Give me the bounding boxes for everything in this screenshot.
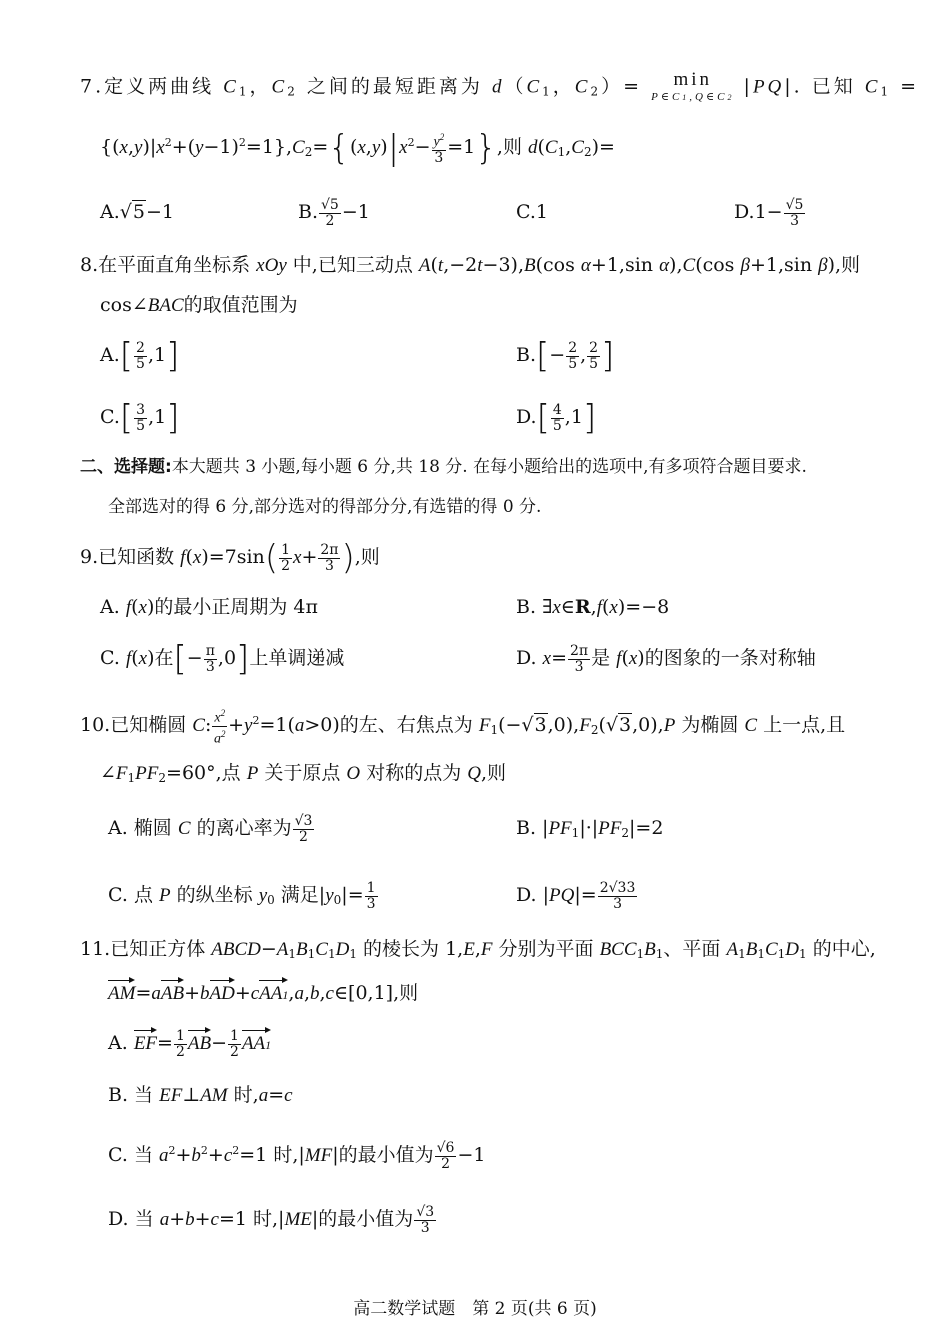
q8-stem-line1: 8.在平面直角坐标系 xOy 中,已知三动点 A(t,−2t−3),B(cos α+1,sin α),C(cos β+1,sin β),则 bbox=[80, 254, 861, 276]
q7-stem-line2: $\{(x,y)|x^2+(y-1)^2=1\},C_2=\{(x,y)|x^2-$ $\frac{y^2}{3}$ =1},则 $d(C_1,C_2)=$ bbox=[100, 128, 615, 168]
q9-option-a: A. f(x)的最小正周期为 4π bbox=[100, 596, 318, 618]
q10-stem-line2: $\angle F_1PF_2=60^\circ$,点 P 关于原点 O 对称的点为 Q,则 bbox=[100, 762, 507, 785]
section2-instructions-1: 本大题共 3 小题,每小题 6 分,共 18 分. 在每小题给出的选项中,有多项符合题目要求. bbox=[171, 457, 807, 477]
q11-stem-line2: AM=aAB+bAD+cAA1,a,b,c∈[0,1],则 bbox=[108, 978, 418, 1010]
q7-option-a: A.√5−1 bbox=[100, 201, 174, 223]
q8-option-c: C.[ $\frac{3}{5}$ ,1] bbox=[100, 398, 180, 438]
section2-instructions-2: 全部选对的得 6 分,部分选对的得部分分,有选错的得 0 分. bbox=[108, 497, 542, 517]
q7-option-b: B. $\frac{√5}{2}$ −1 bbox=[298, 196, 370, 229]
section2-title: 二、选择题: bbox=[80, 457, 172, 477]
q8-stem-line2: cos∠BAC的取值范围为 bbox=[100, 294, 298, 316]
q7-option-c: C.1 bbox=[516, 201, 548, 223]
q8-option-a: A.[ $\frac{2}{5}$ ,1] bbox=[100, 336, 180, 376]
q10-option-d: D. |PQ|= $\frac{2√33}{3}$ bbox=[516, 879, 636, 912]
q9-option-c: C. f(x)在[− $\frac{\pi}{3}$ ,0]上单调递减 bbox=[100, 639, 345, 679]
q8-option-b: B.[− $\frac{2}{5}$ , $\frac{2}{5}$ ] bbox=[516, 336, 615, 376]
q11-option-c: C. 当 $a^2+b^2+c^2=1$ 时,|MF|的最小值为 $\frac{√6}{2}$ −1 bbox=[108, 1139, 486, 1172]
q10-stem-line1: 10.已知椭圆 C: $\frac{x^2}{a^2}$ $+y^2=1(a>0)$的左、右焦点为 $F_1(-√3,0),F_2(√3,0),P$ 为椭圆 C 上一点,且 bbox=[80, 708, 846, 747]
q11-option-d: D. 当 a+b+c=1 时,|ME|的最小值为 $\frac{√3}{3}$ bbox=[108, 1203, 435, 1236]
q11-option-b: B. 当 EF⊥AM 时,a=c bbox=[108, 1084, 293, 1106]
section2-line1 bbox=[80, 452, 807, 482]
q8-option-d: D.[ $\frac{4}{5}$ ,1] bbox=[516, 398, 597, 438]
q9-option-b: B. ∃x∈R,f(x)=−8 bbox=[516, 596, 670, 618]
page-footer: 高二数学试题 第 2 页(共 6 页) bbox=[353, 1299, 597, 1319]
q7-min-operator: min P∈C1,Q∈C2 bbox=[651, 69, 735, 103]
q9-stem: 9.已知函数 f(x)=7sin( $\frac{1}{2}$ x+ $\frac{2\pi}{3}$ ),则 bbox=[80, 538, 380, 578]
q7-stem-line1: 7.定义两曲线 $C_1$，$C_2$ 之间的最短距离为 $d(C_1$，$C_2)=$ min P∈C1,Q∈C2 |PQ|. 已知 $C_1$ = bbox=[80, 69, 920, 103]
q11-option-a: A. EF= $\frac{1}{2}$ AB− $\frac{1}{2}$ AA1 bbox=[108, 1027, 272, 1060]
q10-option-a: A. 椭圆 C 的离心率为 $\frac{√3}{2}$ bbox=[108, 812, 313, 845]
q10-option-c: C. 点 P 的纵坐标 $y_0$ 满足$|y_0|=$ $\frac{1}{3}$ bbox=[108, 879, 376, 912]
q9-option-d: D. x= $\frac{2\pi}{3}$ 是 f(x)的图象的一条对称轴 bbox=[516, 642, 816, 675]
q11-stem-line1: 11.已知正方体 $ABCD-A_1B_1C_1D_1$ 的棱长为 1,E,F 分别为平面 $BCC_1B_1$、平面 $A_1B_1C_1D_1$ 的中心, bbox=[80, 938, 876, 961]
q7-option-d: D.1− $\frac{√5}{3}$ bbox=[734, 196, 804, 229]
q10-option-b: B. $|PF_1|\cdot|PF_2|=2$ bbox=[516, 817, 664, 840]
